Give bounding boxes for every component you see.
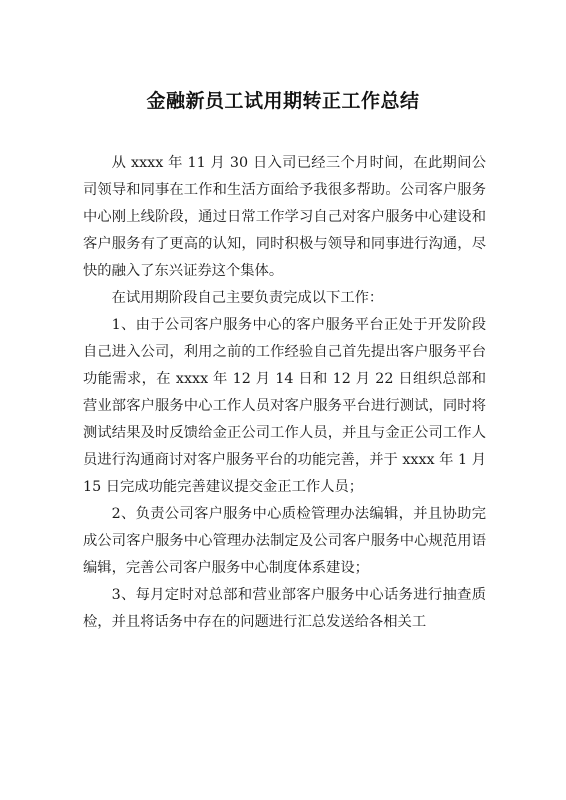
document-body [83,150,486,636]
paragraph: 2、负责公司客户服务中心质检管理办法编辑，并且协助完成公司客户服务中心管理办法制定及公司客户服务中心规范用语编辑，完善公司客户服务中心制度体系建设； [83,506,486,576]
paragraph: 从 xxxx 年 11 月 30 日入司已经三个月时间，在此期间公司领导和同事在工作和生活方面给予我很多帮助。公司客户服务中心刚上线阶段，通过日常工作学习自己对客户服务中心建设和客户服务有了更高的认知，同时积极与领导和同事进行沟通，尽快的融入了东兴证券这个集体。 [83,155,486,279]
paragraph: 1、由于公司客户服务中心的客户服务平台正处于开发阶段自己进入公司，利用之前的工作经验自己首先提出客户服务平台功能需求，在 xxxx 年 12 月 14 日和 12 月 22 日组织总部和营业部客户服务中心工作人员对客户服务平台进行测试，同时将测试结果及时反馈给金正公司工作人员，并且与金正公司工作人员进行沟通商讨对客户服务平台的功能完善，并于 xxxx 年 1 月 15 日完成功能完善建议提交金正工作人员； [83,317,486,495]
paragraph: 3、每月定时对总部和营业部客户服务中心话务进行抽查质检，并且将话务中存在的问题进行汇总发送给各相关工 [83,587,486,630]
document-title: 金融新员工试用期转正工作总结 [146,90,420,112]
paragraph: 在试用期阶段自己主要负责完成以下工作： [111,290,384,306]
